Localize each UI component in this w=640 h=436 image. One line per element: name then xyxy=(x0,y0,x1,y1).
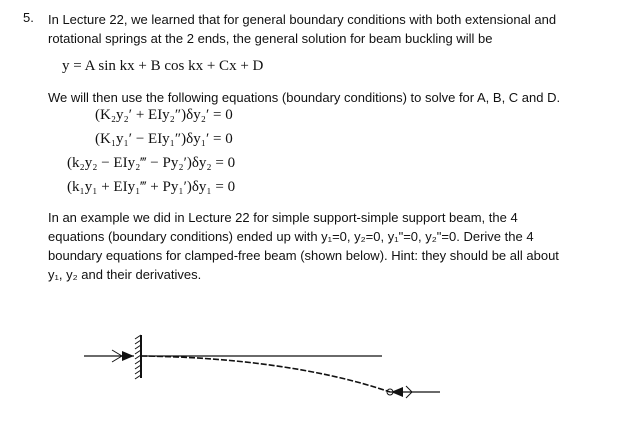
example-line-2: equations (boundary conditions) ended up with y₁=0, y₂=0, y₁"=0, y₂"=0. Derive the 4 xyxy=(48,229,534,244)
example-line-4: y₁, y₂ and their derivatives. xyxy=(48,267,202,282)
problem-number: 5. xyxy=(23,10,34,25)
boundary-equation-1: (K₂y₂′ + EIy₂″)δy₂′ = 0 xyxy=(95,107,233,123)
boundary-equation-4: (k₁y₁ + EIy₁‴ + Py₁′)δy₁ = 0 xyxy=(67,179,236,195)
example-line-1: In an example we did in Lecture 22 for simple support-simple support beam, the 4 xyxy=(48,210,518,225)
boundary-equation-3: (k₂y₂ − EIy₂‴ − Py₂′)δy₂ = 0 xyxy=(67,155,236,171)
free-end-load-arrow xyxy=(387,386,440,398)
clamped-support-icon xyxy=(135,335,141,379)
deflected-beam-curve xyxy=(141,356,390,392)
boundary-equation-2: (K₁y₁′ − EIy₁″)δy₁′ = 0 xyxy=(95,131,233,147)
example-line-3: boundary equations for clamped-free beam (shown below). Hint: they should be all about xyxy=(48,248,559,263)
intro-line-2: rotational springs at the 2 ends, the general solution for beam buckling will be xyxy=(48,31,493,46)
left-load-arrow xyxy=(84,350,134,362)
general-solution-equation: y = A sin kx + B cos kx + Cx + D xyxy=(62,58,264,74)
intro-line-1: In Lecture 22, we learned that for general boundary conditions with both extensional and xyxy=(48,12,557,27)
bc-intro-line: We will then use the following equations (boundary conditions) to solve for A, B, C and D. xyxy=(48,90,561,105)
